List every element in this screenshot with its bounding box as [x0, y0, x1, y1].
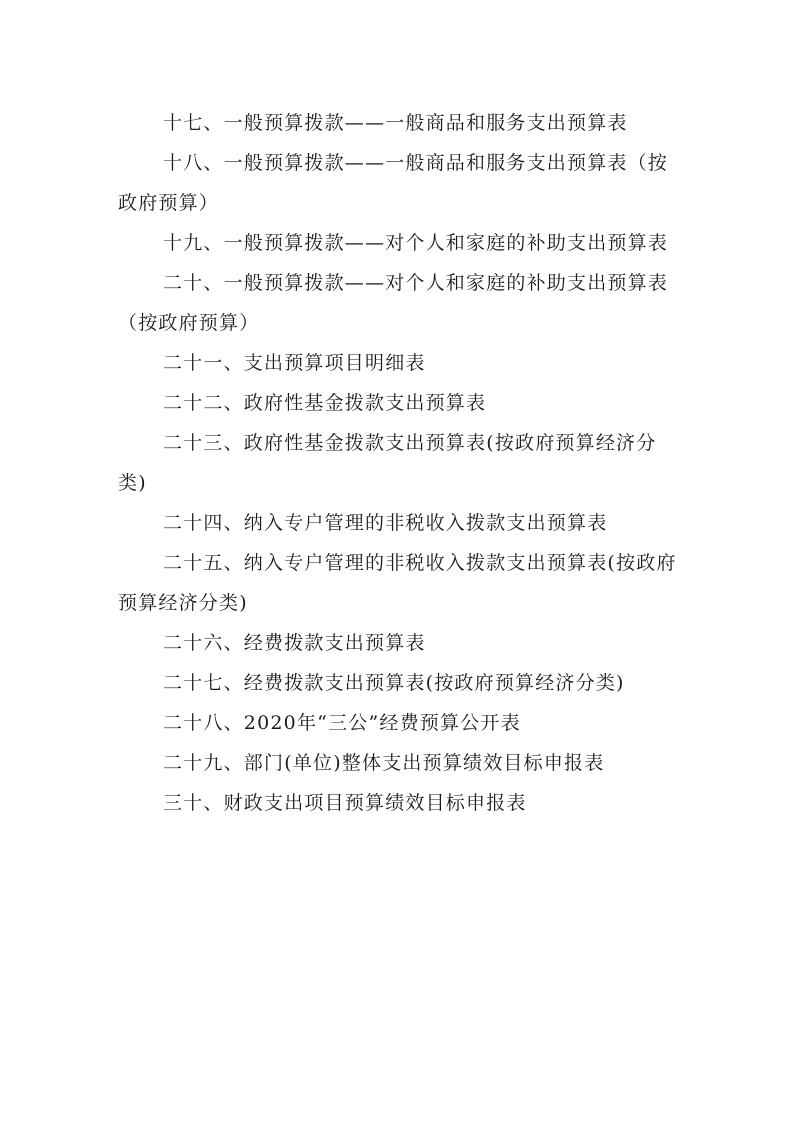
- list-item: 二十四、纳入专户管理的非税收入拨款支出预算表: [163, 512, 608, 534]
- list-item: 二十三、政府性基金拨款支出预算表(按政府预算经济分类): [118, 432, 657, 494]
- budget-table-list: [118, 103, 678, 823]
- list-item: 二十一、支出预算项目明细表: [163, 352, 426, 374]
- list-item: 二十八、2020年“三公”经费预算公开表: [163, 712, 521, 734]
- list-item: 十八、一般预算拨款——一般商品和服务支出预算表（按政府预算）: [118, 152, 669, 214]
- list-item: 二十、一般预算拨款——对个人和家庭的补助支出预算表（按政府预算）: [118, 272, 669, 334]
- list-item: 二十二、政府性基金拨款支出预算表: [163, 392, 487, 414]
- list-item: 十九、一般预算拨款——对个人和家庭的补助支出预算表: [163, 232, 669, 254]
- list-item: 二十六、经费拨款支出预算表: [163, 632, 426, 654]
- list-item: 二十七、经费拨款支出预算表(按政府预算经济分类): [163, 672, 625, 694]
- list-item: 十七、一般预算拨款——一般商品和服务支出预算表: [163, 112, 628, 134]
- list-item: 二十九、部门(单位)整体支出预算绩效目标申报表: [163, 752, 605, 774]
- list-item: 三十、财政支出项目预算绩效目标申报表: [163, 792, 527, 814]
- list-item: 二十五、纳入专户管理的非税收入拨款支出预算表(按政府预算经济分类): [118, 552, 677, 614]
